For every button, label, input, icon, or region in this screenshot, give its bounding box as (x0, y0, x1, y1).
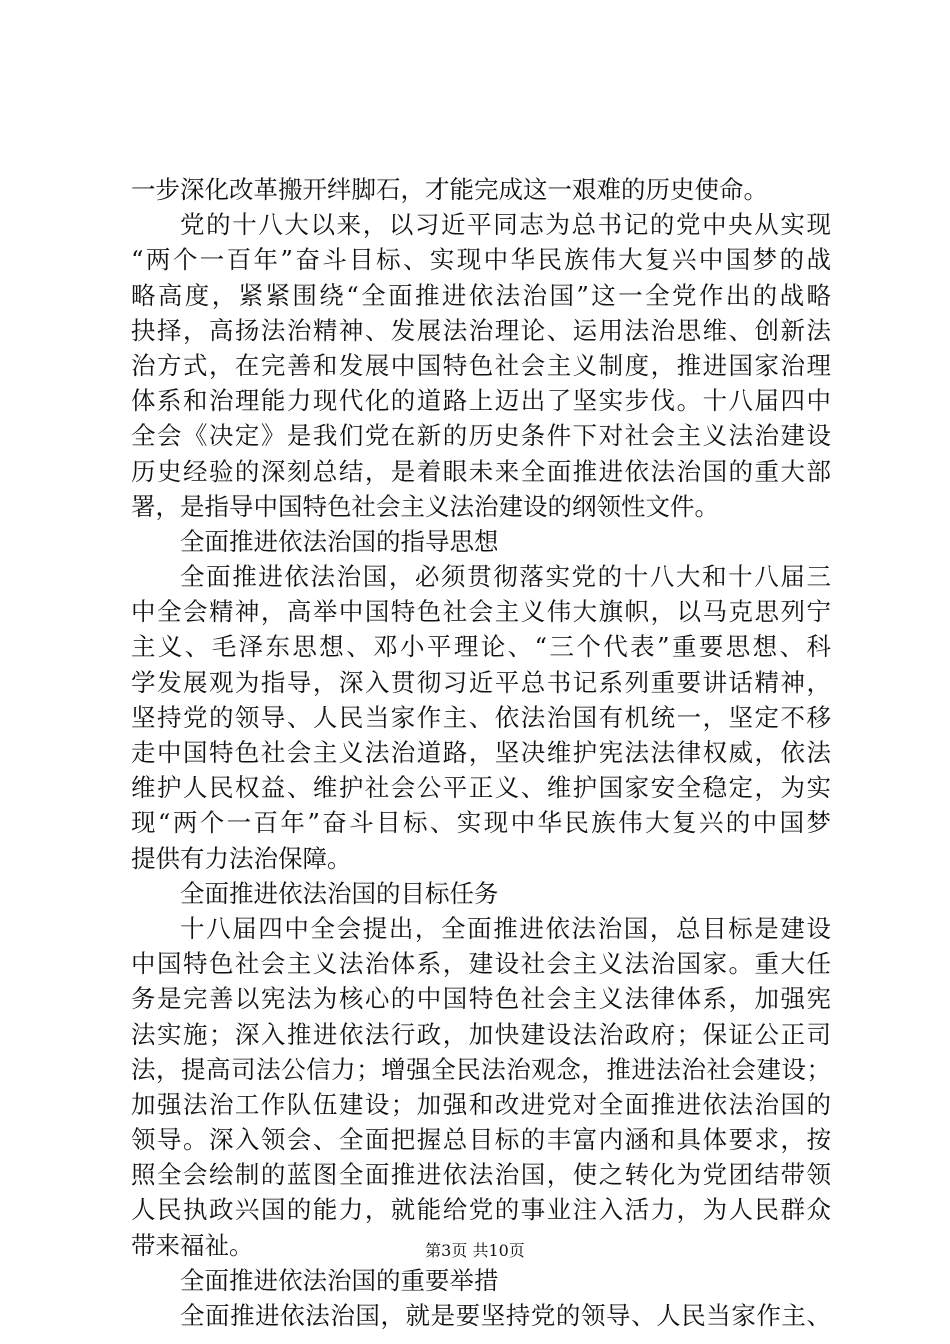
text-line: 一步深化改革搬开绊脚石，才能完成这一艰难的历史使命。 (131, 175, 768, 204)
text-line: 学发展观为指导，深入贯彻习近平总书记系列重要讲话精神， (131, 667, 831, 697)
text-line: 主义、毛泽东思想、邓小平理论、“三个代表”重要思想、科 (131, 632, 831, 662)
text-line: 十八届四中全会提出，全面推进依法治国，总目标是建设 (180, 913, 831, 943)
text-line: 法实施；深入推进依法行政，加快建设法治政府；保证公正司 (131, 1019, 831, 1049)
text-line: 加强法治工作队伍建设；加强和改进党对全面推进依法治国的 (131, 1089, 831, 1119)
text-line: 现“两个一百年”奋斗目标、实现中华民族伟大复兴的中国梦 (131, 808, 831, 838)
text-line: 维护人民权益、维护社会公平正义、维护国家安全稳定，为实 (131, 773, 831, 803)
page-footer (0, 1240, 950, 1262)
section-heading: 全面推进依法治国的指导思想 (180, 526, 499, 556)
document-body (131, 172, 831, 1333)
text-line: “两个一百年”奋斗目标、实现中华民族伟大复兴中国梦的战 (131, 245, 831, 275)
text-line: 抉择，高扬法治精神、发展法治理论、运用法治思维、创新法 (131, 315, 831, 345)
page-number-label: 第3页 共10页 (425, 1241, 525, 1260)
text-line: 提供有力法治保障。 (131, 843, 352, 873)
text-line: 体系和治理能力现代化的道路上迈出了坚实步伐。十八届四中 (131, 386, 831, 416)
text-line: 务是完善以宪法为核心的中国特色社会主义法律体系，加强宪 (131, 984, 831, 1014)
text-line: 坚持党的领导、人民当家作主、依法治国有机统一，坚定不移 (131, 702, 831, 732)
text-line: 法，提高司法公信力；增强全民法治观念，推进法治社会建设； (131, 1054, 831, 1084)
section-heading: 全面推进依法治国的目标任务 (180, 878, 499, 908)
text-line: 略高度，紧紧围绕“全面推进依法治国”这一全党作出的战略 (131, 280, 831, 310)
text-line: 历史经验的深刻总结，是着眼未来全面推进依法治国的重大部 (131, 456, 831, 486)
text-line: 全面推进依法治国，必须贯彻落实党的十八大和十八届三 (180, 562, 831, 592)
text-line: 带来福祉。 (131, 1230, 254, 1260)
text-line: 党的十八大以来，以习近平同志为总书记的党中央从实现 (180, 210, 831, 240)
text-line: 中全会精神，高举中国特色社会主义伟大旗帜，以马克思列宁 (131, 597, 831, 627)
text-line: 署，是指导中国特色社会主义法治建设的纲领性文件。 (131, 491, 719, 521)
section-heading: 全面推进依法治国的重要举措 (180, 1265, 499, 1295)
text-line: 全面推进依法治国，就是要坚持党的领导、人民当家作主、 (180, 1301, 831, 1330)
text-line: 治方式，在完善和发展中国特色社会主义制度，推进国家治理 (131, 350, 831, 380)
text-line: 人民执政兴国的能力，就能给党的事业注入活力，为人民群众 (131, 1195, 831, 1225)
text-line: 全会《决定》是我们党在新的历史条件下对社会主义法治建设 (131, 421, 831, 451)
text-line: 走中国特色社会主义法治道路，坚决维护宪法法律权威，依法 (131, 738, 831, 767)
text-line: 领导。深入领会、全面把握总目标的丰富内涵和具体要求，按 (131, 1125, 831, 1155)
text-line: 中国特色社会主义法治体系，建设社会主义法治国家。重大任 (131, 949, 831, 979)
text-line: 照全会绘制的蓝图全面推进依法治国，使之转化为党团结带领 (131, 1160, 831, 1190)
